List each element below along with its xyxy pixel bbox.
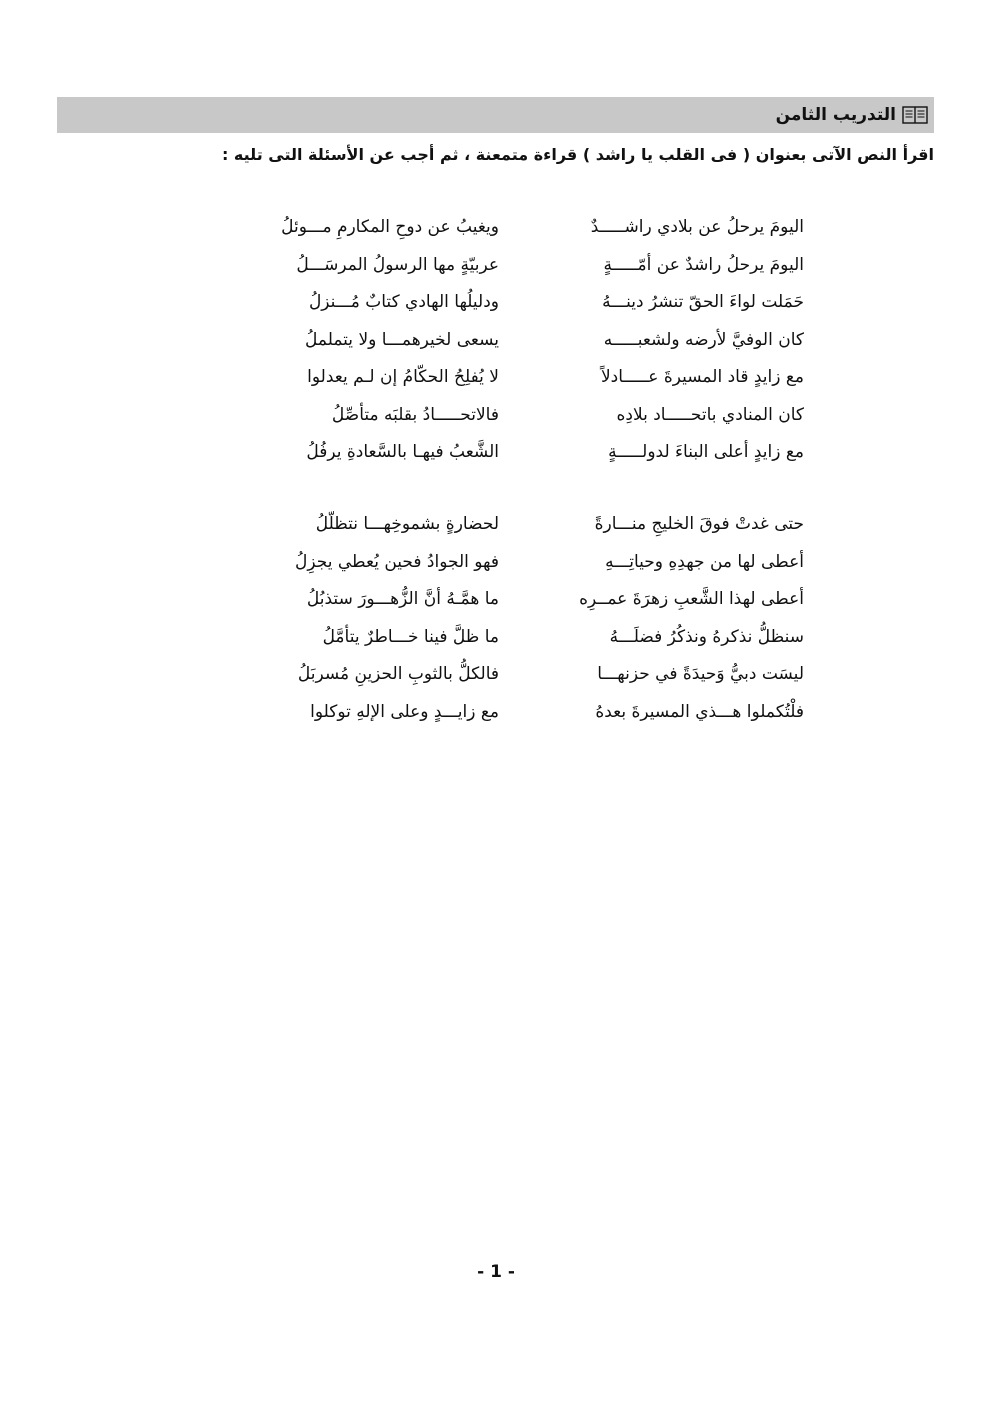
verse-second-hemistich: فهو الجوادُ فحين يُعطي يجزِلُ (295, 551, 499, 572)
poem-verse (0, 359, 992, 395)
verse-second-hemistich: لحضارةٍ بشموخِهـــا نتظلّلُ (315, 514, 499, 534)
poem-verse (0, 247, 992, 283)
verse-second-hemistich: ما همَّـهُ أنَّ الزُّهـــورَ ستذبُلُ (306, 589, 499, 609)
verse-second-hemistich: فالكلُّ بالثوبِ الحزينِ مُسربَلُ (297, 664, 499, 684)
verse-first-hemistich: أعطى لها من جهدِهِ وحياتِـــهِ (605, 551, 804, 572)
poem-verse (0, 656, 992, 692)
verse-first-hemistich: مع زايدٍ أعلى البناءَ لدولـــــةٍ (608, 442, 804, 462)
verse-first-hemistich: أعطى لهذا الشَّعبِ زهرَةَ عمــرِه (579, 589, 804, 609)
verse-second-hemistich: الشَّعبُ فيهـا بالسَّعادةِ يرفُلُ (306, 442, 499, 462)
verse-first-hemistich: اليومَ يرحلُ راشدٌ عن أمّـــــةٍ (603, 254, 804, 275)
verse-second-hemistich: عربيّةٍ مها الرسولُ المرسَـــلُ (296, 254, 499, 275)
page-number: - 1 - (477, 1262, 515, 1282)
poem-verse (0, 209, 992, 245)
poem-verse (0, 619, 992, 655)
verse-first-hemistich: فلْتُكملوا هـــذي المسيرةَ بعدهُ (595, 701, 804, 722)
verse-second-hemistich: ويغيبُ عن دوحِ المكارمِ مـــوئلُ (281, 217, 499, 237)
verse-second-hemistich: ودليلُها الهادي كتابٌ مُـــنزلُ (308, 292, 499, 312)
poem-verse (0, 434, 992, 470)
verse-first-hemistich: حتى غدتْ فوقَ الخليجِ منـــارةً (594, 514, 804, 534)
verse-first-hemistich: سنظلُّ نذكرهُ ونذكُرُ فضلَـــهُ (609, 626, 804, 647)
poem-verse (0, 581, 992, 617)
poem-verse (0, 506, 992, 542)
verse-first-hemistich: ليسَت دبيُّ وَحيدَةً في حزنهـــا (597, 664, 804, 684)
verse-first-hemistich: اليومَ يرحلُ عن بلادي راشـــــدٌ (590, 217, 804, 237)
verse-first-hemistich: كان الوفيَّ لأرضه ولشعبـــــه (603, 329, 804, 350)
section-title: التدريب الثامن (775, 105, 896, 125)
verse-second-hemistich: لا يُفلِحُ الحكّامُ إن لـم يعدلوا (307, 367, 499, 387)
verse-second-hemistich: يسعى لخيرهمـــا ولا يتململُ (305, 329, 499, 350)
instruction-text: اقرأ النص الآتى بعنوان ( فى القلب يا راشد ) قراءة متمعنة ، ثم أجب عن الأسئلة التى تليه : (221, 145, 934, 164)
verse-second-hemistich: فالاتحـــــادُ بقلبَه متأصِّلُ (331, 404, 499, 425)
verse-first-hemistich: مع زايدٍ قاد المسيرةَ عـــــادلاً (600, 367, 804, 387)
poem-verse (0, 322, 992, 358)
verse-second-hemistich: مع زايـــدٍ وعلى الإلهِ توكلوا (310, 701, 499, 722)
poem-verse (0, 397, 992, 433)
poem-verse (0, 544, 992, 580)
poem-verse (0, 694, 992, 730)
book-icon (902, 105, 928, 125)
section-header (57, 97, 934, 133)
verse-second-hemistich: ما ظلَّ فينا خـــاطرٌ يتأمَّلُ (322, 626, 499, 647)
verse-first-hemistich: حَمَلت لواءَ الحقّ تنشرُ دينـــهُ (602, 292, 804, 312)
poem-verse (0, 284, 992, 320)
verse-first-hemistich: كان المنادي باتحـــــاد بلادِه (616, 404, 804, 425)
